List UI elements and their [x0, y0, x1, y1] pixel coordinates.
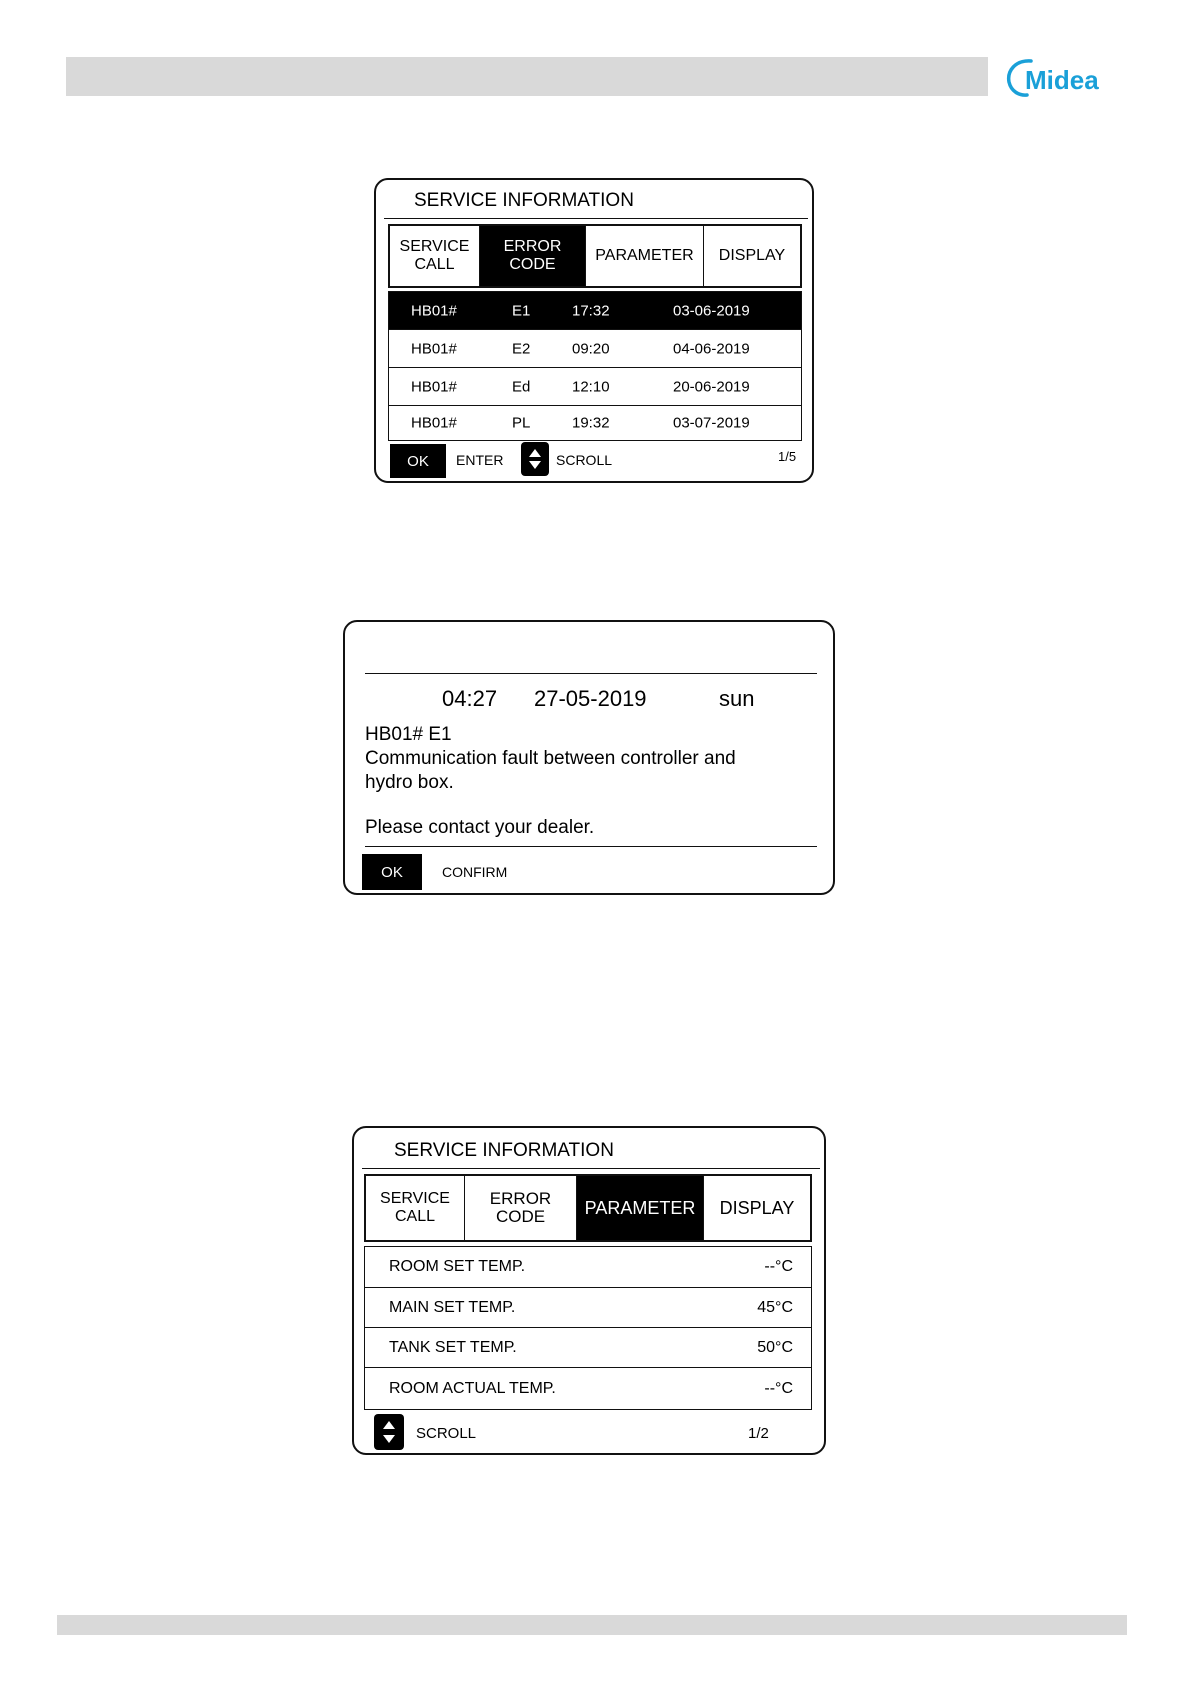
top-divider	[365, 673, 817, 674]
parameter-value: 45°C	[757, 1298, 793, 1316]
confirm-label: CONFIRM	[442, 864, 508, 880]
tab-bar	[388, 224, 802, 288]
tab-error-code[interactable]: ERROR CODE	[480, 226, 586, 286]
error-code: Ed	[512, 378, 531, 395]
parameter-name: ROOM SET TEMP.	[389, 1258, 526, 1275]
clock-day: sun	[719, 686, 755, 711]
list-item[interactable]	[389, 330, 801, 368]
error-code-line: HB01# E1	[365, 724, 452, 745]
service-info-parameter-screen	[352, 1126, 826, 1455]
tab-parameter[interactable]: PARAMETER	[586, 226, 704, 286]
unit-code: HB01#	[411, 302, 457, 319]
error-date: 03-07-2019	[673, 414, 750, 432]
error-code: E2	[512, 340, 531, 357]
list-item[interactable]	[365, 1288, 811, 1328]
tab-bar	[364, 1174, 812, 1242]
error-message-line1: Communication fault between controller and	[365, 748, 736, 769]
up-down-arrow-icon[interactable]	[374, 1414, 404, 1450]
parameter-list	[364, 1246, 812, 1410]
screen-title: SERVICE INFORMATION	[414, 190, 634, 211]
error-time: 19:32	[572, 414, 610, 432]
error-time: 09:20	[572, 340, 610, 357]
error-date: 03-06-2019	[673, 302, 750, 319]
list-item[interactable]	[389, 292, 801, 330]
ok-button[interactable]: OK	[362, 854, 422, 890]
page-indicator: 1/2	[748, 1425, 769, 1442]
parameter-name: MAIN SET TEMP.	[389, 1298, 516, 1316]
tab-service-call[interactable]: SERVICE CALL	[366, 1176, 465, 1240]
unit-code: HB01#	[411, 414, 457, 432]
enter-label: ENTER	[456, 452, 504, 468]
tab-parameter[interactable]: PARAMETER	[577, 1176, 704, 1240]
tab-service-call[interactable]: SERVICE CALL	[390, 226, 480, 286]
parameter-value: --°C	[764, 1258, 793, 1275]
page-indicator: 1/5	[778, 449, 797, 464]
error-popup-screen	[343, 620, 835, 895]
error-date: 04-06-2019	[673, 340, 750, 357]
list-item[interactable]	[389, 406, 801, 440]
error-time: 12:10	[572, 378, 610, 395]
contact-dealer-text: Please contact your dealer.	[365, 817, 595, 838]
error-date: 20-06-2019	[673, 378, 750, 395]
ok-button[interactable]: OK	[390, 444, 446, 478]
tab-display[interactable]: DISPLAY	[718, 247, 786, 264]
footer-bar	[57, 1615, 1127, 1635]
parameter-name: TANK SET TEMP.	[389, 1338, 517, 1356]
error-code: E1	[512, 302, 531, 319]
scroll-label: SCROLL	[556, 452, 613, 468]
tab-error-code[interactable]: ERROR CODE	[465, 1176, 577, 1240]
error-list	[388, 291, 802, 441]
unit-code: HB01#	[411, 340, 457, 357]
unit-code: HB01#	[411, 378, 457, 395]
title-divider	[362, 1168, 820, 1169]
list-item[interactable]	[365, 1247, 811, 1288]
list-item[interactable]	[365, 1328, 811, 1368]
brand-logo	[1005, 56, 1125, 100]
list-item[interactable]	[365, 1368, 811, 1409]
error-message-line2: hydro box.	[365, 772, 454, 793]
screen-title: SERVICE INFORMATION	[394, 1140, 614, 1161]
parameter-value: 50°C	[757, 1338, 793, 1356]
up-down-arrow-icon[interactable]	[521, 442, 549, 476]
error-code: PL	[512, 414, 531, 432]
header-bar	[66, 57, 988, 96]
parameter-name: ROOM ACTUAL TEMP.	[389, 1379, 556, 1397]
list-item[interactable]	[389, 368, 801, 406]
parameter-value: --°C	[764, 1379, 793, 1397]
title-divider	[384, 218, 808, 219]
service-info-error-screen	[374, 178, 814, 483]
bottom-divider	[365, 846, 817, 847]
brand-name: Midea	[1025, 65, 1099, 95]
tab-display[interactable]: DISPLAY	[719, 1198, 795, 1218]
scroll-label: SCROLL	[416, 1425, 477, 1442]
clock-time: 04:27	[442, 686, 498, 711]
error-time: 17:32	[572, 302, 610, 319]
clock-date: 27-05-2019	[534, 686, 647, 711]
